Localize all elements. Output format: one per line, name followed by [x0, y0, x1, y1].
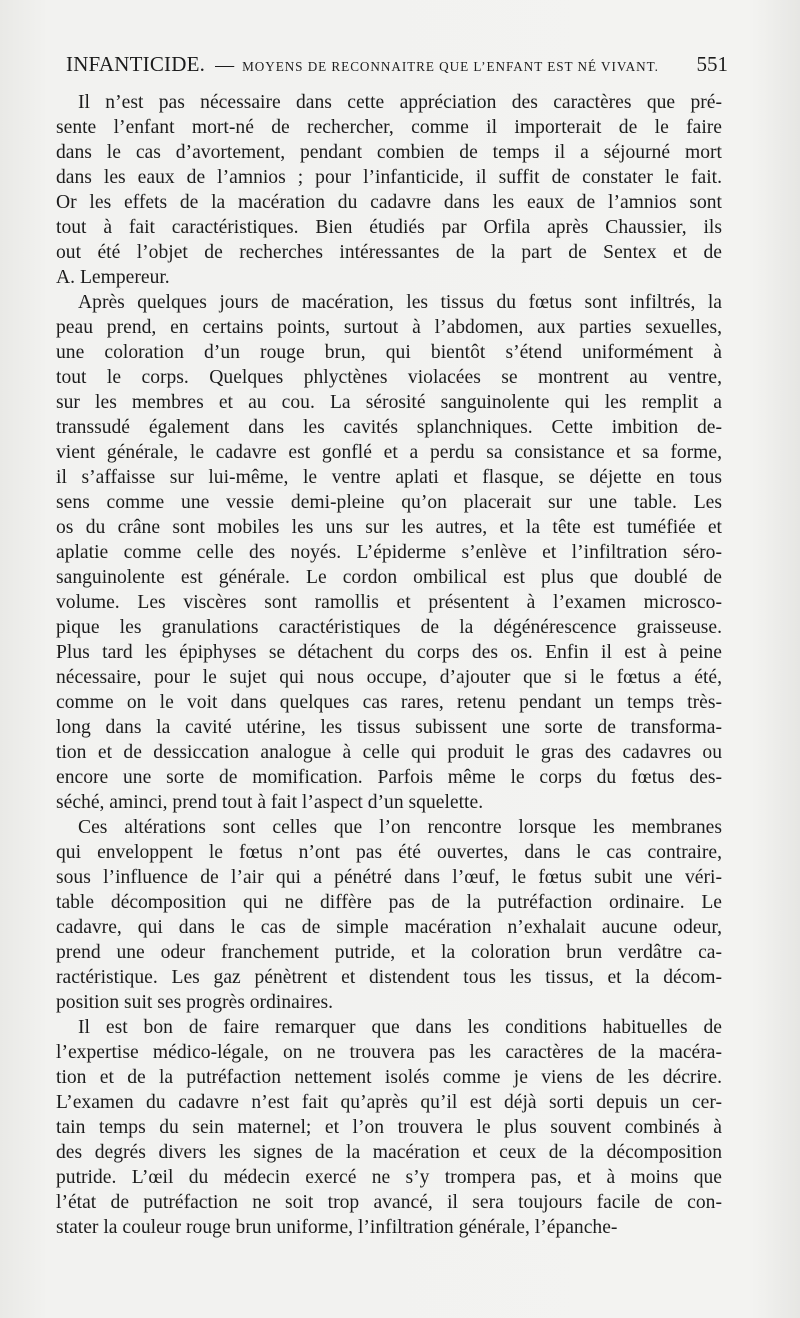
text-line: des degrés divers les signes de la macération et ceux de la décomposition — [56, 1142, 722, 1163]
page-number: 551 — [696, 52, 728, 76]
text-line: Ces altérations sont celles que l’on rencontre lorsque les membranes — [78, 817, 722, 838]
body-text — [56, 90, 722, 1240]
paragraph — [56, 815, 722, 1015]
text-line: une coloration d’un rouge brun, qui bientôt s’étend uniformément à — [56, 342, 722, 363]
text-line: sanguinolente est générale. Le cordon ombilical est plus que doublé de — [56, 567, 722, 588]
text-line: il s’affaisse sur lui-même, le ventre aplati et flasque, se déjette en tous — [56, 467, 722, 488]
text-line: volume. Les viscères sont ramollis et présentent à l’examen microsco- — [56, 592, 722, 613]
text-line: L’examen du cadavre n’est fait qu’après qu’il est déjà sorti depuis un cer- — [56, 1092, 722, 1113]
running-header — [66, 52, 728, 82]
text-line: tain temps du sein maternel; et l’on trouvera le plus souvent combinés à — [56, 1117, 722, 1138]
text-line: putride. L’œil du médecin exercé ne s’y trompera pas, et à moins que — [56, 1167, 722, 1188]
text-line: séché, aminci, prend tout à fait l’aspect d’un squelette. — [56, 792, 484, 813]
text-line: tion et de la putréfaction nettement isolés comme je viens de les décrire. — [56, 1067, 722, 1088]
text-line: cadavre, qui dans le cas de simple macération n’exhalait aucune odeur, — [56, 917, 722, 938]
text-line: pique les granulations caractéristiques de la dégénérescence graisseuse. — [56, 617, 722, 638]
header-subtitle: MOYENS DE RECONNAITRE QUE L’ENFANT EST NÉ VIVANT. — [242, 59, 659, 74]
text-line: encore une sorte de momification. Parfois même le corps du fœtus des- — [56, 767, 722, 788]
text-line: comme on le voit dans quelques cas rares, retenu pendant un temps très- — [56, 692, 722, 713]
text-line: out été l’objet de recherches intéressantes de la part de Sentex et de — [56, 242, 722, 263]
text-line: vient générale, le cadavre est gonflé et a perdu sa consistance et sa forme, — [56, 442, 722, 463]
text-line: dans les eaux de l’amnios ; pour l’infanticide, il suffit de constater le fait. — [56, 167, 722, 188]
text-line: transsudé également dans les cavités splanchniques. Cette imbition de- — [56, 417, 722, 438]
text-line: nécessaire, pour le sujet qui nous occupe, d’ajouter que si le fœtus a été, — [56, 667, 722, 688]
text-line: long dans la cavité utérine, les tissus subissent une sorte de transforma- — [56, 717, 722, 738]
text-line: A. Lempereur. — [56, 267, 170, 288]
header-dash: — — [215, 55, 235, 76]
text-line: dans le cas d’avortement, pendant combien de temps il a séjourné mort — [56, 142, 722, 163]
text-line: qui enveloppent le fœtus n’ont pas été ouvertes, dans le cas contraire, — [56, 842, 722, 863]
text-line: stater la couleur rouge brun uniforme, l’infiltration générale, l’épanche- — [56, 1217, 618, 1238]
text-line: sens comme une vessie demi-pleine qu’on placerait sur une table. Les — [56, 492, 722, 513]
text-line: table décomposition qui ne diffère pas de la putréfaction ordinaire. Le — [56, 892, 722, 913]
text-line: position suit ses progrès ordinaires. — [56, 992, 334, 1013]
text-line: peau prend, en certains points, surtout à l’abdomen, aux parties sexuelles, — [56, 317, 722, 338]
text-line: Il est bon de faire remarquer que dans les conditions habituelles de — [78, 1017, 722, 1038]
text-line: ractéristique. Les gaz pénètrent et distendent tous les tissus, et la décom- — [56, 967, 722, 988]
text-line: tion et de dessiccation analogue à celle qui produit le gras des cadavres ou — [56, 742, 722, 763]
text-line: Plus tard les épiphyses se détachent du corps des os. Enfin il est à peine — [56, 642, 722, 663]
text-line: sente l’enfant mort-né de rechercher, comme il importerait de le faire — [56, 117, 722, 138]
text-line: aplatie comme celle des noyés. L’épiderme s’enlève et l’infiltration séro- — [56, 542, 722, 563]
text-line: tout à fait caractéristiques. Bien étudiés par Orfila après Chaussier, ils — [56, 217, 722, 238]
text-line: l’état de putréfaction ne soit trop avancé, il sera toujours facile de con- — [56, 1192, 722, 1213]
paragraph — [56, 90, 722, 290]
text-line: Après quelques jours de macération, les tissus du fœtus sont infiltrés, la — [78, 292, 722, 313]
text-line: sur les membres et au cou. La sérosité sanguinolente qui les remplit a — [56, 392, 722, 413]
paragraph — [56, 1015, 722, 1240]
header-title: INFANTICIDE. — [66, 52, 206, 76]
text-line: Or les effets de la macération du cadavre dans les eaux de l’amnios sont — [56, 192, 722, 213]
paragraph — [56, 290, 722, 815]
text-line: l’expertise médico-légale, on ne trouvera pas les caractères de la macéra- — [56, 1042, 722, 1063]
text-line: prend une odeur franchement putride, et la coloration brun verdâtre ca- — [56, 942, 722, 963]
text-line: os du crâne sont mobiles les uns sur les autres, et la tête est tuméfiée et — [56, 517, 722, 538]
text-line: tout le corps. Quelques phlyctènes violacées se montrent au ventre, — [56, 367, 722, 388]
text-line: sous l’influence de l’air qui a pénétré dans l’œuf, le fœtus subit une véri- — [56, 867, 722, 888]
text-line: Il n’est pas nécessaire dans cette appréciation des caractères que pré- — [78, 92, 722, 113]
